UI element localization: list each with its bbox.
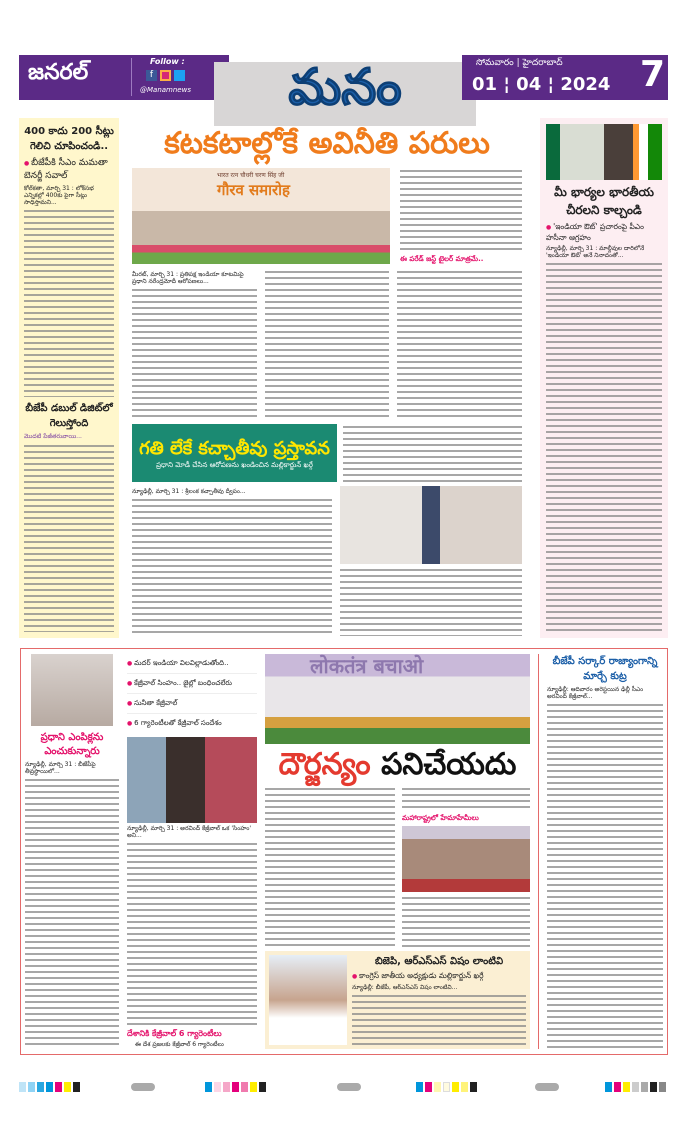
bullet-list <box>127 654 257 733</box>
date: 01 ¦ 04 ¦ 2024 <box>472 74 611 95</box>
social-handle[interactable]: @Manamnews <box>140 86 191 94</box>
left-headline: 400 కాదు 200 సీట్లు గెలిచి చూపించండి.. <box>24 126 114 152</box>
rally-photo <box>265 654 530 744</box>
green-subheadline: ప్రధాని మోడీ చేసిన ఆరోపణను ఖండించిన మల్లికార్జున్ ఖర్గే <box>156 460 313 469</box>
banner-line-1: भारत रत्न चौधरी चरण सिंह जी <box>217 172 285 179</box>
left-column <box>19 118 119 638</box>
color-registration-marks <box>19 1082 669 1092</box>
kharge-headline: బిజెపి, ఆర్‌ఎస్‌ఎస్ విషం లాంటివి <box>374 956 504 967</box>
rally-banner: लोकतंत्र बचाओ <box>310 654 424 678</box>
facebook-icon[interactable]: f <box>146 70 157 81</box>
right-headline: మీ భార్యల భారతీయ చీరలని కాల్చండి <box>554 185 654 217</box>
bjp-constitution-dateline: న్యూఢిల్లీ: ఆదివారం అరెస్టయిన ఢిల్లీ సీఎం అరవింద్ కేజ్రీవాల్... <box>547 686 644 700</box>
modi-kharge-photo <box>340 486 522 564</box>
bullet-item: ● కేజ్రీవాల్ సింహం.. జైల్లో బంధించలేరు <box>127 674 257 694</box>
left-bullet: ● బీజేపీకి సీఎం మమతా బెనర్జీ సవాల్ <box>24 157 114 183</box>
instagram-icon[interactable] <box>160 70 171 81</box>
rahul-photo <box>31 654 113 726</box>
section-title: జనరల్ <box>28 60 89 85</box>
bullet-item: ● 6 గ్యారెంటీలతో కేజ్రీవాల్ సందేశం <box>127 714 257 733</box>
weekday: సోమవారం | హైదరాబాద్ <box>476 58 563 68</box>
green-headline: గతి లేకే కచ్చాతీవు ప్రస్తావన <box>139 437 330 459</box>
left-headline-2: బీజేపీ డబుల్ డిజిట్‌లో గెలుస్తోంది <box>25 403 113 429</box>
kharge-dateline: న్యూఢిల్లీ: బీజేపీ, ఆర్‌ఎస్‌ఎస్ విషం లాంటివి... <box>352 984 458 991</box>
green-headline-box <box>132 424 337 482</box>
rahul-dateline: న్యూఢిల్లీ, మార్చి 31 : బీజేపీపై తీవ్రస్థాయిలో... <box>25 761 96 775</box>
rahul-headline: ప్రధాని ఎంపిక్లను ఎంచుకున్నారు <box>40 732 104 757</box>
bjp-constitution-headline: బీజేపీ సర్కార్ రాజ్యాంగాన్ని మార్చే కుట్ర <box>552 656 658 682</box>
hasina-modi-photo <box>546 124 662 180</box>
kharge-bullet: ● కాంగ్రెస్ జాతీయ అధ్యక్షుడు మల్లికార్జున్ ఖర్గే <box>352 971 526 982</box>
guarantee-sub: ఈ దేశ ప్రజలకు కేజ్రీవాల్ 6 గ్యారెంటీలు <box>135 1041 224 1048</box>
social-icons <box>146 70 185 81</box>
bottom-section <box>20 648 668 1055</box>
bottom-main-headline: దౌర్జన్యం పనిచేయదు <box>278 747 517 782</box>
sunita-dateline: న్యూఢిల్లీ, మార్చి 31 : అరవింద్ కేజ్రీవాల్ ఒక 'సింహం' అని... <box>127 825 252 839</box>
banner-line-2: गौरव समारोह <box>217 181 291 199</box>
right-dateline: న్యూఢిల్లీ, మార్చి 31 : మాల్దీవుల దారిలోనే 'ఇండియా ఔట్' అనే నినాదంతో... <box>546 245 645 259</box>
maharashtra-subhead: మహారాష్ట్రలో హేమాహేమీలు <box>402 814 479 822</box>
kharge-box <box>265 951 530 1049</box>
sunita-photo <box>127 737 257 823</box>
event-photo <box>132 168 390 264</box>
centre-column <box>132 124 522 636</box>
main-subhead: ఈ పరేడ్ జస్ట్ టైలర్ మాత్రమే.. <box>400 255 484 263</box>
right-bullet: ● 'ఇండియా ఔట్' ప్రచారంపై పీఎం హసీనా ఆగ్రహం <box>546 222 662 243</box>
right-column <box>540 118 668 638</box>
green-dateline: న్యూఢిల్లీ, మార్చి 31 : శ్రీలంక కచ్చాతీవు ద్వీపం... <box>132 488 246 495</box>
bullet-item: ● సునీతా కేజ్రీవాల్ <box>127 694 257 714</box>
city: హైదరాబాద్ <box>522 58 563 68</box>
main-headline: కటకటాల్లోకే అవినీతి పరులు <box>164 126 490 161</box>
left-subhead-2: మొదటి పేజీతరువాయి... <box>24 433 82 440</box>
page-number: 7 <box>640 54 666 95</box>
main-dateline: మీరట్, మార్చి 31 : ప్రతిపక్ష ఇండియా కూటమిపై ప్రధాని నరేంద్రమోదీ ఆరోపణలు... <box>132 271 244 285</box>
left-dateline: కోల్‌కతా, మార్చి 31 : లోక్‌సభ ఎన్నికల్లో 400కు పైగా సీట్లు సాధిస్తామని... <box>24 185 94 206</box>
kharge-photo <box>269 955 347 1045</box>
twitter-icon[interactable] <box>174 70 185 81</box>
masthead-logo: మనం <box>288 58 402 116</box>
leaders-photo <box>402 826 530 892</box>
follow-label: Follow : <box>150 57 185 66</box>
guarantee-headline: దేశానికి కేజ్రీవాల్ 6 గ్యారెంటీలు <box>127 1029 222 1038</box>
bullet-item: ● మదర్ ఇండియా విలవిల్లాడుతోంది.. <box>127 654 257 674</box>
